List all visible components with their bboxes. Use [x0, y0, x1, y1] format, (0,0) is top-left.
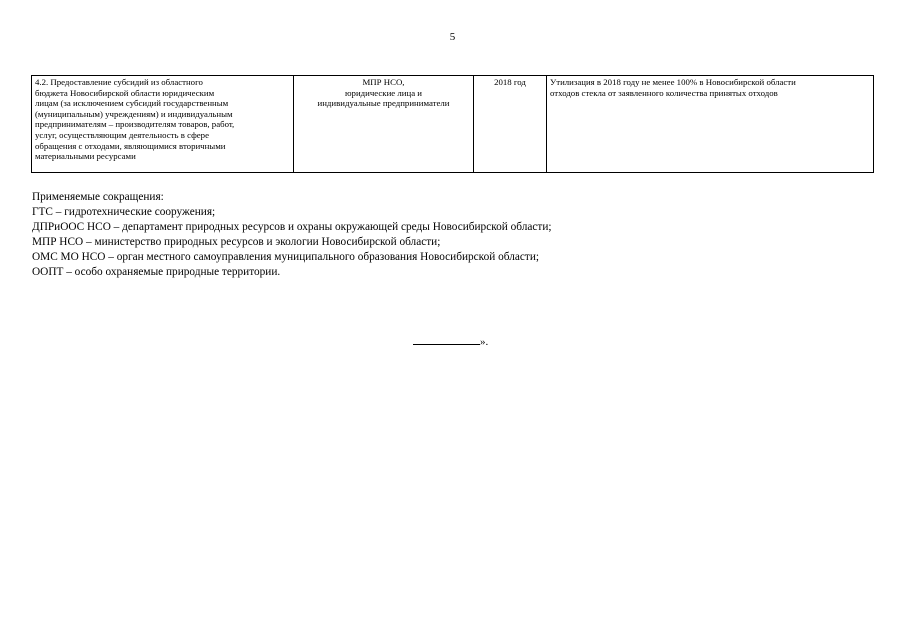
executor-line: юридические лица и — [344, 87, 423, 98]
abbreviations-block — [32, 190, 552, 279]
measure-name-line: материальными ресурсами — [35, 151, 136, 162]
closing-quote: ». — [480, 336, 489, 348]
closing-line — [413, 333, 488, 349]
measure-name-line: обращения с отходами, являющимися вторичными — [35, 140, 226, 151]
term-text: 2018 год — [494, 77, 526, 87]
abbreviation-item: ГТС – гидротехнические сооружения; — [32, 205, 216, 218]
executor-cell — [294, 76, 474, 173]
abbreviation-item: МПР НСО – министерство природных ресурсов и экологии Новосибирской области; — [32, 235, 441, 248]
table-row — [32, 76, 874, 173]
measures-table — [31, 75, 874, 173]
result-line: отходов стекла от заявленного количества принятых отходов — [550, 87, 778, 98]
signature-underline — [413, 333, 480, 345]
result-cell — [547, 76, 874, 173]
abbreviation-item: ДПРиООС НСО – департамент природных ресурсов и охраны окружающей среды Новосибирской области; — [32, 220, 552, 233]
measure-name-line: предпринимателям – производителям товаров, работ, — [35, 119, 235, 130]
measure-name-line: 4.2. Предоставление субсидий из областного — [35, 77, 203, 87]
measure-name-line: (муниципальным) учреждениям) и индивидуальным — [35, 108, 233, 119]
measure-name-line: лицам (за исключением субсидий государственным — [35, 98, 229, 109]
executor-line: МПР НСО, — [362, 77, 405, 87]
executor-line: индивидуальные предприниматели — [317, 98, 450, 109]
term-cell — [474, 76, 547, 173]
abbreviations-heading: Применяемые сокращения: — [32, 191, 164, 203]
page-number: 5 — [449, 31, 456, 43]
measure-name-cell — [32, 76, 294, 173]
result-line: Утилизация в 2018 году не менее 100% в Новосибирской области — [550, 77, 796, 87]
measure-name-line: услуг, осуществляющим деятельность в сфере — [35, 129, 209, 140]
measure-name-line: бюджета Новосибирской области юридическим — [35, 87, 215, 98]
abbreviation-item: ОМС МО НСО – орган местного самоуправления муниципального образования Новосибирской области; — [32, 250, 540, 263]
abbreviation-item: ООПТ – особо охраняемые природные территории. — [32, 265, 281, 278]
